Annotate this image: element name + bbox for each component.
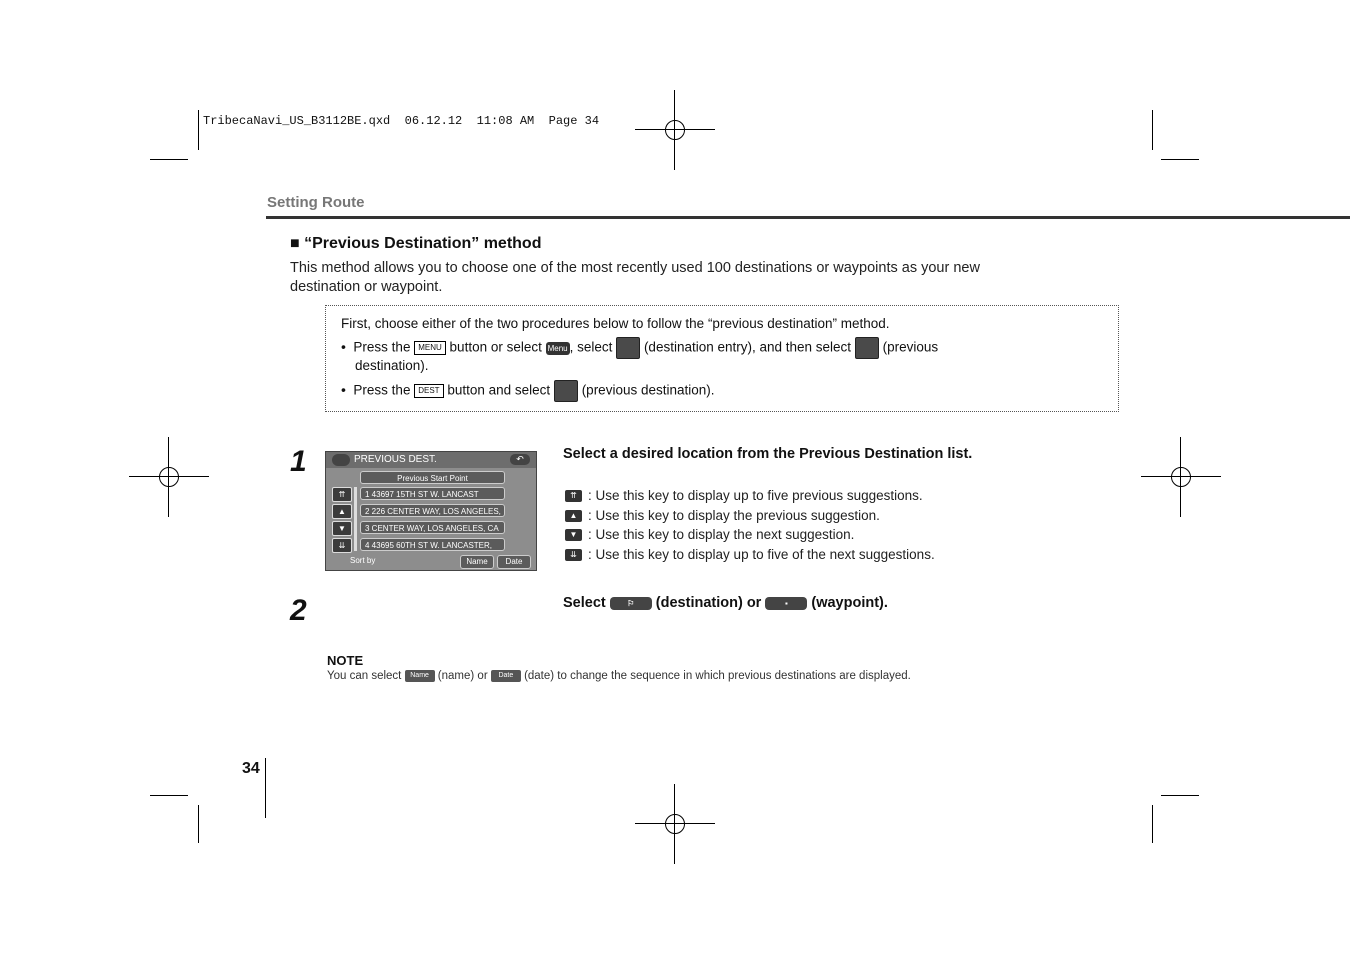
up-icon: ▲ [565,510,582,522]
section-title: Setting Route [267,194,365,211]
note-text [327,670,911,682]
name-button-icon: Name [405,670,435,682]
step-number: 1 [290,445,307,478]
page-down-icon: ⇊ [565,549,582,561]
waypoint-icon: ▪ [765,597,807,610]
crop-mark [150,795,188,796]
sort-by-label: Sort by [350,556,376,565]
gps-icon [332,454,350,466]
method-heading: ■ “Previous Destination” method [290,235,542,252]
date-button-icon: Date [491,670,521,682]
text: : Use this key to display up to five of the next suggestions. [588,547,935,562]
text: Press the [353,339,411,355]
list-item[interactable]: 3 CENTER WAY, LOS ANGELES, CA [360,521,505,534]
destination-flag-icon: ⚐ [610,597,652,610]
crop-mark [198,805,199,843]
crop-mark [150,159,188,160]
intro-line: destination or waypoint. [290,279,443,295]
text: : Use this key to display the next suggestion. [588,527,855,542]
bullet-item-1 [341,337,938,359]
page-number-rule [265,758,266,818]
bullet-glyph: • [341,338,346,355]
page-up-icon[interactable]: ⇈ [332,487,352,502]
intro-line: This method allows you to choose one of the most recently used 100 destinations or waypoints as your new [290,260,980,276]
text: You can select [327,670,402,683]
crop-mark [1152,110,1153,150]
legend-line [565,547,935,562]
previous-start-point-button[interactable]: Previous Start Point [360,471,505,484]
text: (destination) or [655,595,762,611]
text: : Use this key to display up to five previous suggestions. [588,488,923,503]
text: button and select [447,382,551,398]
step2-instruction [563,595,888,611]
previous-destination-icon [554,380,578,402]
registration-mark [655,804,695,844]
crop-mark [1152,805,1153,843]
text: (name) or [437,670,488,683]
text: : Use this key to display the previous suggestion. [588,508,880,523]
screen-titlebar [326,452,536,468]
crop-mark [1161,159,1199,160]
date-sort-button[interactable]: Date [497,555,531,569]
destination-entry-icon [616,337,640,359]
text: Select [563,595,606,611]
screen-title: PREVIOUS DEST. [354,454,437,465]
back-icon[interactable]: ↶ [510,454,530,465]
menu-key-label: MENU [414,341,446,355]
header-rule [266,216,1350,219]
box-first-line: First, choose either of the two procedures below to follow the “previous destination” method. [341,316,890,331]
up-icon[interactable]: ▲ [332,504,352,519]
text: (previous destination). [581,382,715,398]
down-icon: ▼ [565,529,582,541]
text: (previous [882,339,939,355]
registration-mark [655,110,695,150]
text: button or select [449,339,542,355]
list-item[interactable]: 1 43697 15TH ST W. LANCAST [360,487,505,500]
down-icon[interactable]: ▼ [332,521,352,536]
note-label: NOTE [327,653,364,668]
bullet-item-1-cont: destination). [355,358,429,373]
legend-line [565,527,854,542]
crop-mark [1161,795,1199,796]
legend-line [565,508,880,523]
text: (date) to change the sequence in which previous destinations are displayed. [524,670,911,683]
previous-dest-screen [325,451,537,571]
name-sort-button[interactable]: Name [460,555,494,569]
scrollbar[interactable] [354,487,357,551]
page-number: 34 [242,760,260,777]
list-item[interactable]: 2 226 CENTER WAY, LOS ANGELES, [360,504,505,517]
menu-icon: Menu [547,343,568,353]
step-number: 2 [290,594,307,627]
registration-mark [1161,457,1201,497]
previous-destination-icon [855,337,879,359]
text: Press the [353,382,411,398]
bullet-glyph: • [341,381,346,398]
page-up-icon: ⇈ [565,490,582,502]
step1-instruction: Select a desired location from the Previous Destination list. [563,446,973,462]
slug-line: TribecaNavi_US_B3112BE.qxd 06.12.12 11:08 AM Page 34 [203,114,600,128]
registration-mark [149,457,189,497]
list-item[interactable]: 4 43695 60TH ST W. LANCASTER, [360,538,505,551]
text: (waypoint). [811,595,888,611]
text: (destination entry), and then select [643,339,852,355]
legend-line [565,488,923,503]
text: , select [569,339,613,355]
page-down-icon[interactable]: ⇊ [332,538,352,553]
dest-key-label: DEST [414,384,443,398]
crop-mark [198,110,199,150]
bullet-item-2 [341,380,715,402]
